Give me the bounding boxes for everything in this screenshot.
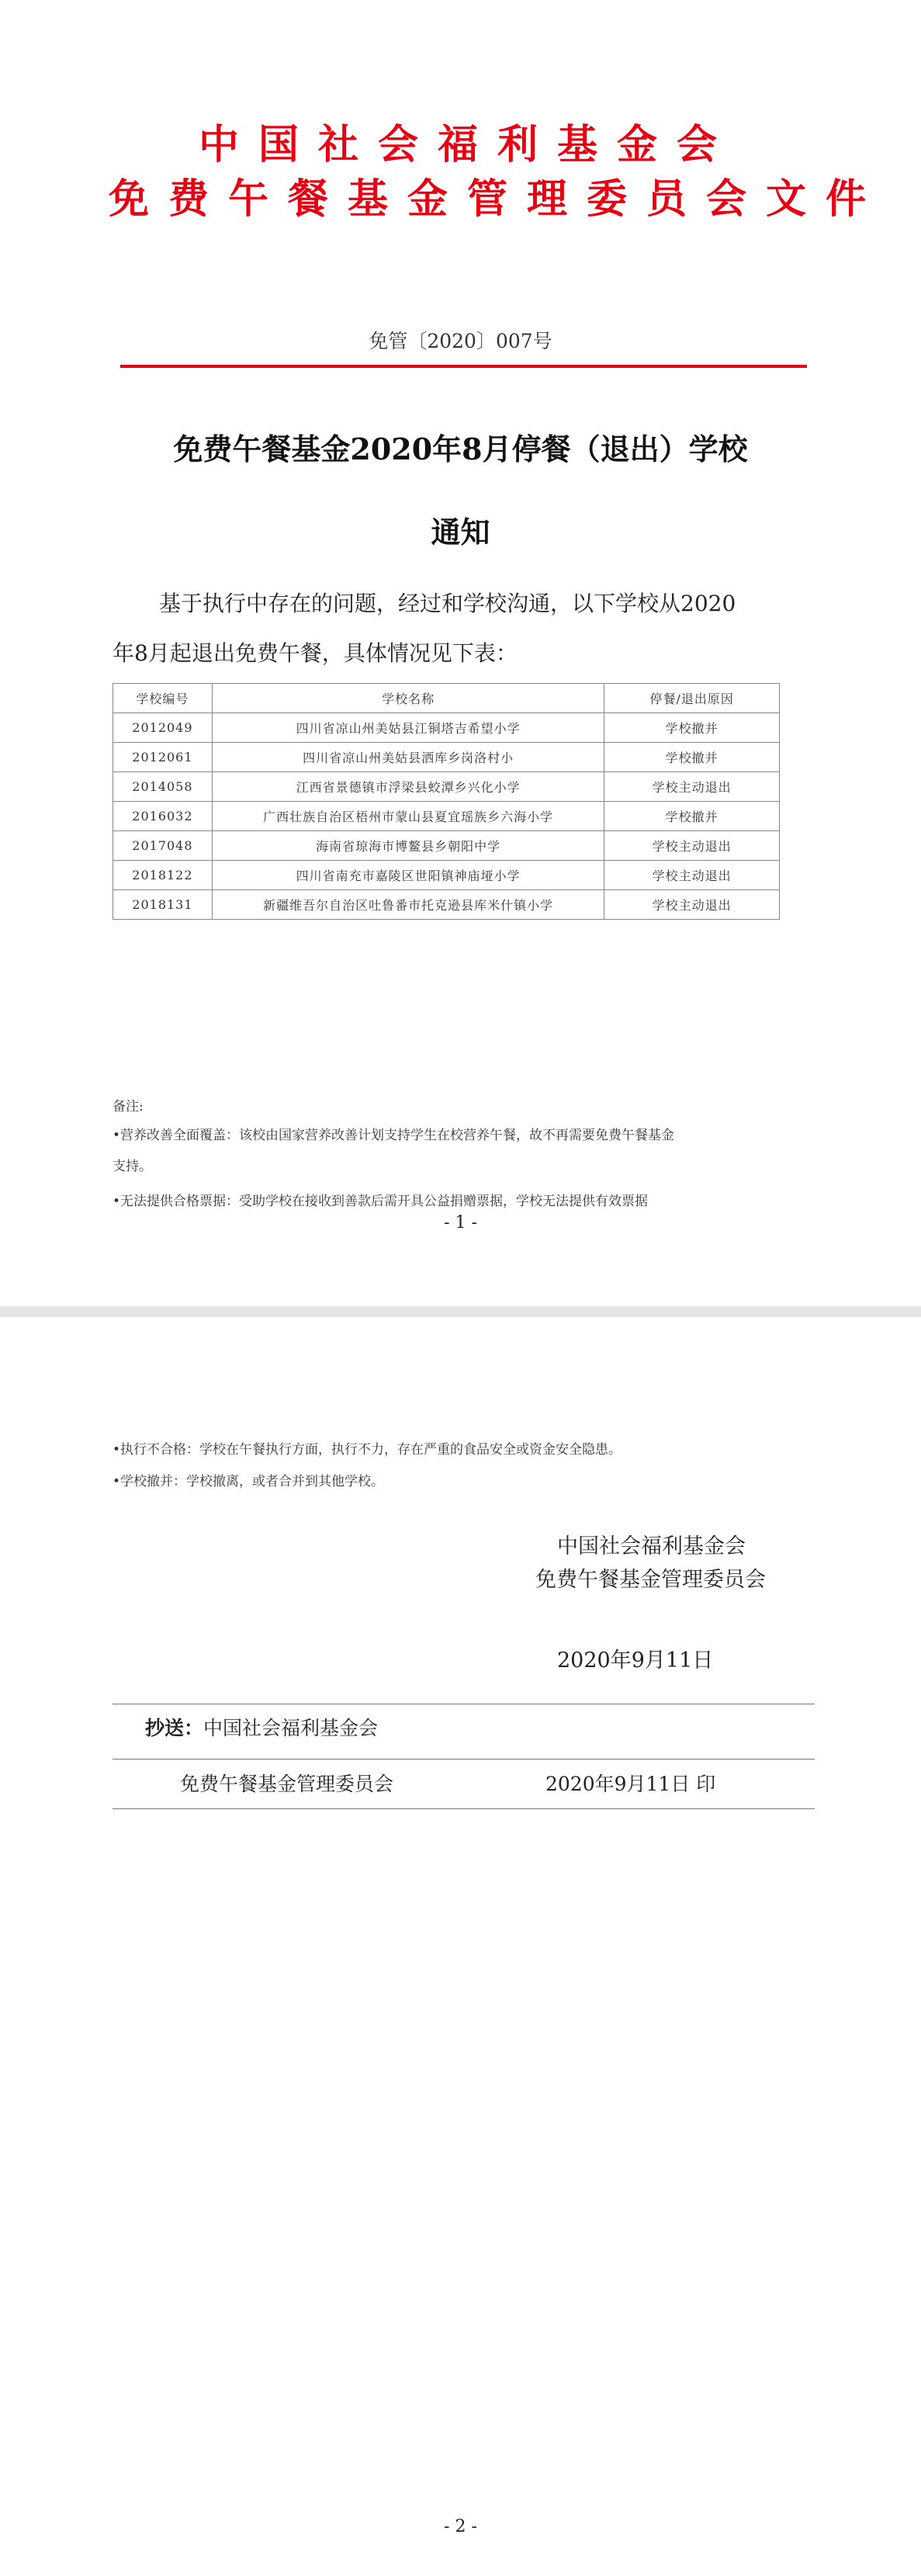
table-row [113, 713, 780, 743]
school-id-cell: 2017048 [113, 831, 213, 861]
notes-title: 备注: [113, 1099, 144, 1115]
school-name-cell: 新疆维吾尔自治区吐鲁番市托克逊县库米什镇小学 [212, 890, 604, 920]
footer-rule-middle [113, 1759, 815, 1760]
table-row [113, 861, 780, 890]
intro-paragraph-line1: 基于执行中存在的问题，经过和学校沟通，以下学校从2020 [159, 591, 736, 616]
page-number: - 1 - [444, 1213, 477, 1233]
table-row [113, 802, 780, 831]
reason-cell: 学校主动退出 [604, 831, 780, 861]
column-header-school-id: 学校编号 [113, 684, 213, 713]
cc-label: 抄送： [145, 1717, 204, 1739]
table-row [113, 890, 780, 920]
footer-rule-bottom [113, 1808, 815, 1809]
note-nutrition-coverage-cont: 支持。 [113, 1159, 152, 1174]
note-nutrition-coverage: •营养改善全面覆盖：该校由国家营养改善计划支持学生在校营养午餐，故不再需要免费午餐基金 [113, 1128, 675, 1143]
reason-cell: 学校撤并 [604, 743, 780, 772]
table-row [113, 743, 780, 772]
signature-org-line1: 中国社会福利基金会 [557, 1534, 746, 1558]
table-row [113, 772, 780, 802]
reason-cell: 学校主动退出 [604, 772, 780, 802]
school-id-cell: 2012061 [113, 743, 213, 772]
print-date: 2020年9月11日 印 [545, 1773, 716, 1795]
reason-cell: 学校主动退出 [604, 861, 780, 890]
table-header-row [113, 684, 780, 713]
signature-org-line2: 免费午餐基金管理委员会 [535, 1568, 766, 1592]
note-invalid-receipts: •无法提供合格票据：受助学校在接收到善款后需开具公益捐赠票据，学校无法提供有效票据 [113, 1194, 649, 1209]
withdrawn-schools-table [113, 683, 780, 920]
school-name-cell: 海南省琼海市博鳌县乡朝阳中学 [212, 831, 604, 861]
school-name-cell: 四川省凉山州美姑县江铜塔吉希望小学 [212, 713, 604, 743]
issuer-title-line1: 中国社会福利基金会 [198, 122, 736, 168]
document-number: 免管〔2020〕007号 [369, 330, 552, 352]
reason-cell: 学校撤并 [604, 713, 780, 743]
notice-heading-line1: 免费午餐基金2020年8月停餐（退出）学校 [173, 432, 748, 466]
reason-cell: 学校主动退出 [604, 890, 780, 920]
column-header-reason: 停餐/退出原因 [604, 684, 780, 713]
red-header-rule [120, 365, 807, 368]
reason-cell: 学校撤并 [604, 802, 780, 831]
notice-heading-line2: 通知 [431, 515, 490, 550]
note-execution-failure: •执行不合格：学校在午餐执行方面，执行不力，存在严重的食品安全或资金安全隐患。 [113, 1442, 622, 1458]
school-name-cell: 四川省凉山州美姑县洒库乡岗洛村小 [212, 743, 604, 772]
school-name-cell: 江西省景德镇市浮梁县蛟潭乡兴化小学 [212, 772, 604, 802]
issuer-title-line2: 免费午餐基金管理委员会文件 [109, 176, 886, 223]
school-id-cell: 2012049 [113, 713, 213, 743]
school-id-cell: 2018122 [113, 861, 213, 890]
page-number: - 2 - [444, 2517, 477, 2536]
table-row [113, 831, 780, 861]
school-name-cell: 四川省南充市嘉陵区世阳镇神庙垭小学 [212, 861, 604, 890]
signature-date: 2020年9月11日 [557, 1649, 714, 1673]
school-id-cell: 2014058 [113, 772, 213, 802]
document-page-2 [0, 1317, 921, 2576]
cc-recipient: 中国社会福利基金会 [203, 1717, 379, 1739]
note-school-merger: •学校撤并：学校撤离，或者合并到其他学校。 [113, 1474, 385, 1489]
school-name-cell: 广西壮族自治区梧州市蒙山县夏宜瑶族乡六海小学 [212, 802, 604, 831]
page-separator [0, 1306, 921, 1317]
column-header-school-name: 学校名称 [212, 684, 604, 713]
intro-paragraph-line2: 年8月起退出免费午餐，具体情况见下表： [113, 640, 518, 666]
print-issuer: 免费午餐基金管理委员会 [180, 1773, 394, 1795]
school-id-cell: 2016032 [113, 802, 213, 831]
school-id-cell: 2018131 [113, 890, 213, 920]
